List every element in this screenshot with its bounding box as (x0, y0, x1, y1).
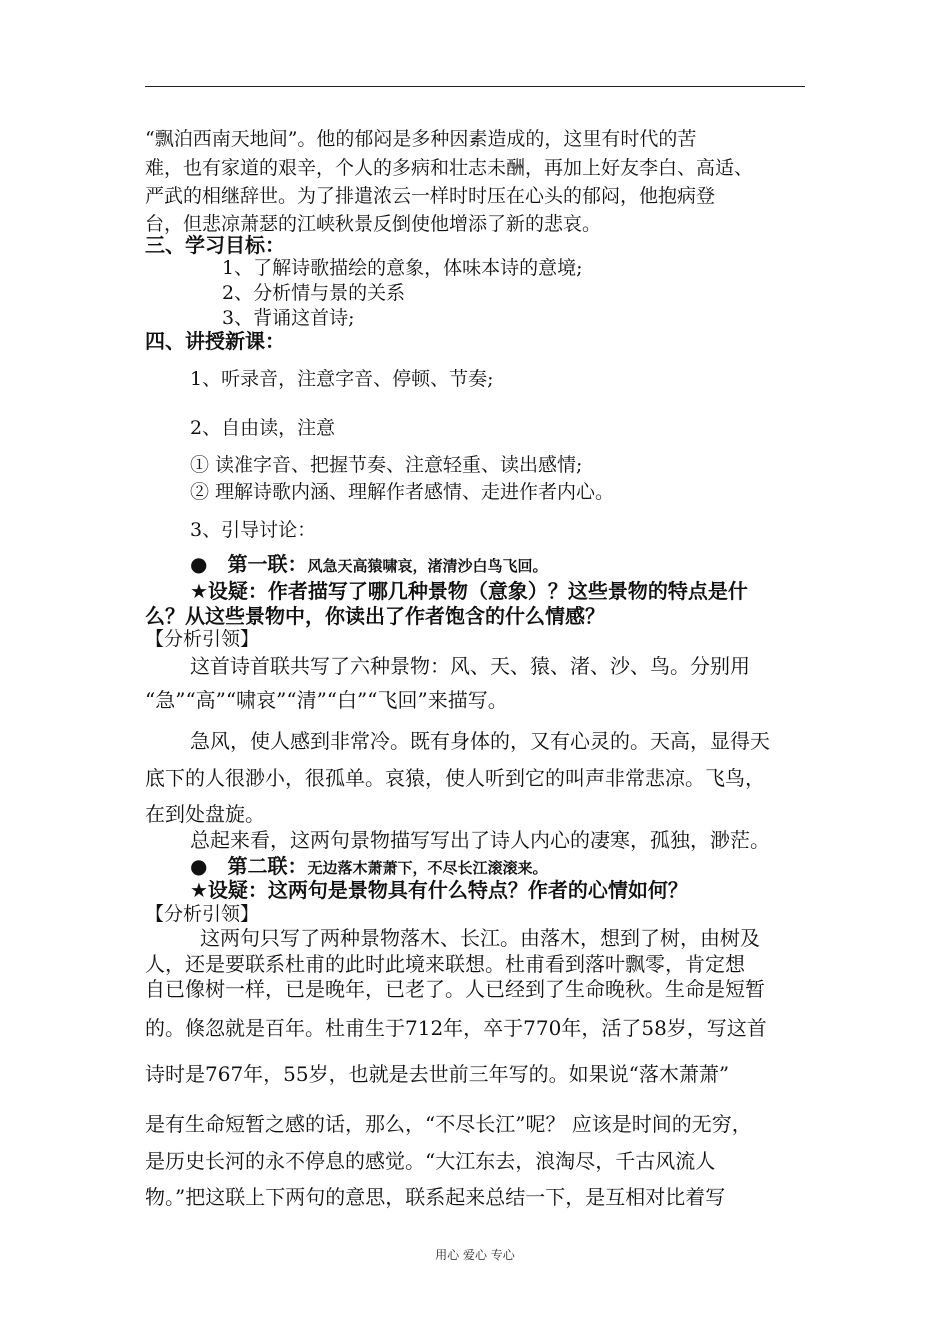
body-line: 在到处盘旋。 (145, 802, 265, 826)
body-line: 总起来看，这两句景物描写写出了诗人内心的凄寒，孤独，渺茫。 (190, 828, 770, 852)
body-line: 是有生命短暂之感的话，那么，“不尽长江”呢？ 应该是时间的无穷， (145, 1112, 752, 1136)
body-line: “急”“高”“啸哀”“清”“白”“飞回”来描写。 (145, 688, 508, 712)
guide-label: 【分析引领】 (145, 903, 260, 925)
body-line: 的。倏忽就是百年。杜甫生于712年，卒于770年，活了58岁，写这首 (145, 1016, 767, 1040)
body-line: 底下的人很渺小，很孤单。哀猿，使人听到它的叫声非常悲凉。飞鸟， (145, 766, 765, 790)
section-heading: 三、学习目标： (145, 233, 285, 257)
page-footer: 用心 爱心 专心 (435, 1248, 515, 1262)
intro-line: 台，但悲凉萧瑟的江峡秋景反倒使他增添了新的悲哀。 (145, 213, 602, 235)
body-line: 是历史长河的永不停息的感觉。“大江东去，浪淘尽，千古风流人 (145, 1149, 716, 1173)
body-line: 物。”把这联上下两句的意思，联系起来总结一下，是互相对比着写 (145, 1185, 726, 1209)
body-line: 急风，使人感到非常冷。既有身体的，又有心灵的。天高，显得天 (190, 729, 770, 753)
objective-item: 3、背诵这首诗; (222, 307, 355, 329)
step-text: 1、听录音，注意字音、停顿、节奏; (190, 368, 494, 390)
body-line: 诗时是767年，55岁，也就是去世前三年写的。如果说“落木萧萧” (145, 1062, 730, 1086)
objective-item: 2、分析情与景的关系 (222, 282, 406, 304)
couplet-verse: 风急天高猿啸哀，渚清沙白鸟飞回。 (307, 557, 548, 575)
step-text: 3、引导讨论： (190, 519, 317, 541)
intro-line: 难，也有家道的艰辛，个人的多病和壮志未酬，再加上好友李白、高适、 (145, 157, 754, 179)
guide-label: 【分析引领】 (145, 628, 260, 650)
note-text: ② 理解诗歌内涵、理解作者感情、走进作者内心。 (190, 481, 615, 503)
question-text: ★设疑：作者描写了哪几种景物（意象）？这些景物的特点是什 (190, 579, 748, 603)
couplet-1 (190, 548, 547, 577)
header-rule (145, 86, 805, 87)
intro-line: 严武的相继辞世。为了排遣浓云一样时时压在心头的郁闷，他抱病登 (145, 185, 716, 207)
question-text: ★设疑：这两句是景物具有什么特点？作者的心情如何？ (190, 878, 688, 902)
body-line: 自已像树一样，已是晚年，已老了。人已经到了生命晚秋。生命是短暂 (145, 977, 765, 1001)
body-line: 这两句只写了两种景物落木、长江。由落木，想到了树，由树及 (200, 926, 760, 950)
question-text: 么？从这些景物中，你读出了作者饱含的什么情感？ (145, 604, 605, 628)
couplet-label: ● 第二联： (190, 854, 308, 878)
intro-line: “飘泊西南天地间”。他的郁闷是多种因素造成的，这里有时代的苦 (145, 128, 697, 150)
note-text: ① 读准字音、把握节奏、注意轻重、读出感情; (190, 454, 583, 476)
section-heading: 四、讲授新课： (145, 329, 285, 353)
objective-item: 1、了解诗歌描绘的意象，体味本诗的意境; (222, 257, 583, 279)
body-line: 人，还是要联系杜甫的此时此境来联想。杜甫看到落叶飘零，肯定想 (145, 952, 745, 976)
body-line: 这首诗首联共写了六种景物：风、天、猿、渚、沙、鸟。分别用 (190, 654, 750, 678)
couplet-label: ● 第一联： (190, 552, 308, 576)
couplet-verse: 无边落木萧萧下，不尽长江滚滚来。 (307, 859, 548, 877)
step-text: 2、自由读，注意 (190, 417, 336, 439)
